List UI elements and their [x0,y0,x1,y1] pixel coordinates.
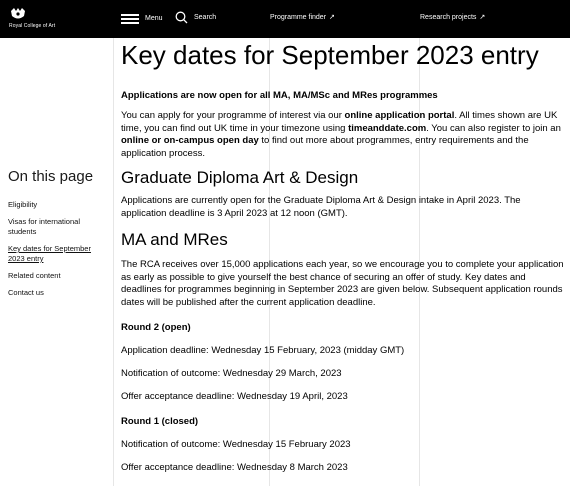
search-icon [175,11,188,24]
round-2-outcome: Notification of outcome: Wednesday 29 March, 2023 [121,368,342,379]
graduate-diploma-heading: Graduate Diploma Art & Design [121,168,359,187]
site-header [0,0,570,38]
programme-finder-link[interactable] [270,13,335,21]
rca-logo[interactable] [9,7,69,33]
sidebar-item-related-content[interactable]: Related content [8,271,61,280]
timeanddate-link[interactable]: timeanddate.com [348,122,427,134]
sidebar-item-visas[interactable]: Visas for international students [8,217,80,236]
sidebar-title: On this page [8,168,94,185]
menu-button[interactable] [121,10,163,26]
graduate-diploma-text: Applications are currently open for the Graduate Diploma Art & Design intake in April 2023. The application deadline is 3 April 2023 at 12 noon (GMT). [121,195,521,219]
intro-text: . All times shown are UK time, you can find out UK time in your timezone using [121,110,558,134]
open-day-link[interactable]: online or on-campus open day [121,135,259,146]
ma-mres-text: The RCA receives over 15,000 applications each year, so we encourage you to complete your application as early as possible to give yourself the best chance of securing an offer of study. Key dates and deadlines for programmes beginning in September 2023 are given below. Subsequent application rounds dates will be published after the current application deadline. [121,259,564,308]
sidebar-item-key-dates[interactable]: Key dates for September 2023 entry [8,244,91,263]
page-title: Key dates for September 2023 entry [121,40,539,70]
grid-line [113,38,114,486]
intro-paragraph [121,110,567,160]
programme-finder-label: Programme finder [270,14,327,21]
round-2-heading: Round 2 (open) [121,322,191,333]
application-portal-link[interactable]: online application portal [344,110,455,121]
research-projects-link[interactable] [420,13,485,21]
intro-text: . You can also register to join an [426,122,561,134]
round-1-acceptance: Offer acceptance deadline: Wednesday 8 March 2023 [121,462,348,473]
menu-label: Menu [145,14,163,22]
round-2-deadline: Application deadline: Wednesday 15 February, 2023 (midday GMT) [121,345,405,356]
search-label: Search [194,13,217,21]
research-projects-label: Research projects [420,14,477,21]
search-button[interactable] [175,9,216,25]
intro-text: to find out more about programmes, entry requirements and the application process. [121,135,529,159]
crest-icon [9,7,27,21]
sidebar-item-eligibility[interactable]: Eligibility [8,200,38,209]
ma-mres-heading: MA and MRes [121,230,228,249]
round-1-outcome: Notification of outcome: Wednesday 15 February 2023 [121,439,351,450]
round-1-heading: Round 1 (closed) [121,416,199,427]
logo-text: Royal College of Art [9,23,56,29]
intro-text: You can apply for your programme of interest via our [121,110,345,121]
hamburger-icon [121,13,139,23]
on-this-page-nav [8,168,108,305]
sidebar-item-contact-us[interactable]: Contact us [8,288,44,297]
external-link-icon: ↗ [479,14,486,21]
main-content [121,38,567,474]
round-2-acceptance: Offer acceptance deadline: Wednesday 19 April, 2023 [121,391,348,402]
lead-text: Applications are now open for all MA, MA/MSc and MRes programmes [121,90,438,101]
external-link-icon: ↗ [329,14,335,21]
